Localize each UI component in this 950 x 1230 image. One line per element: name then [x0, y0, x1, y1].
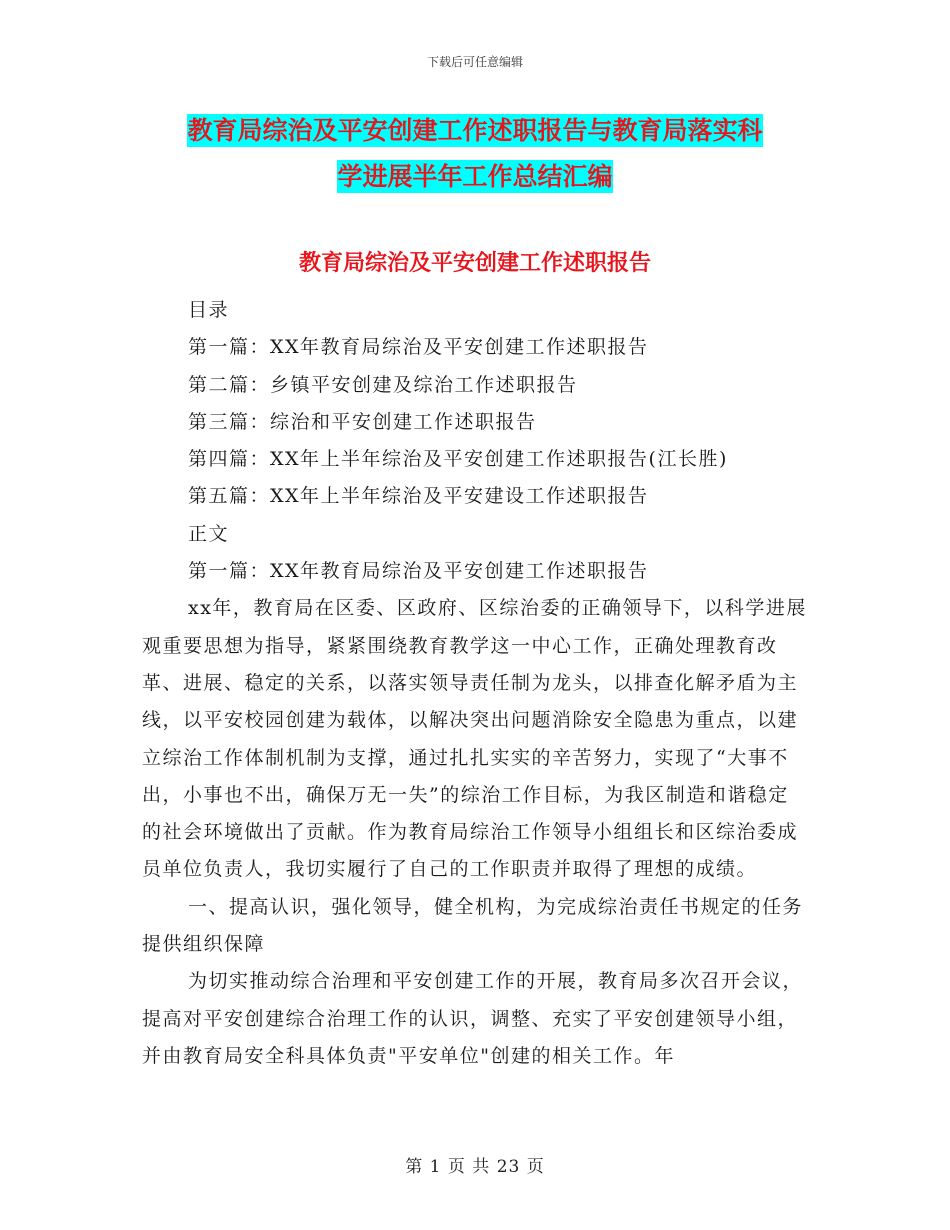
document-title	[0, 108, 950, 200]
toc-item-2: 第二篇：乡镇平安创建及综治工作述职报告	[188, 373, 578, 396]
section-title: 教育局综治及平安创建工作述职报告	[298, 250, 651, 276]
title-line-2: 学进展半年工作总结汇编	[337, 162, 613, 191]
body-heading: 正文	[188, 522, 230, 545]
section-heading-1: 一、提高认识，强化领导，健全机构，为完成综治责任书规定的任务提供组织保障	[142, 895, 804, 956]
toc-heading: 目录	[188, 299, 230, 321]
title-line-1: 教育局综治及平安创建工作述职报告与教育局落实科	[187, 116, 763, 145]
page-footer: 第 1 页 共 23 页	[405, 1157, 545, 1177]
body-paragraph: xx年，教育局在区委、区政府、区综治委的正确领导下，以科学进展观重要思想为指导，紧紧围绕教育教学这一中心工作，正确处理教育改革、进展、稳定的关系，以落实领导责任制为龙头，以排查化解矛盾为主线，以平安校园创建为载体，以解决突出问题消除安全隐患为重点，以建立综治工作体制机制为支撑，通过扎扎实实的辛苦努力，实现了“大事不出，小事也不出，确保万无一失”的综治工作目标，为我区制造和谐稳定的社会环境做出了贡献。作为教育局综治工作领导小组组长和区综治委成员单位负责人，我切实履行了自己的工作职责并取得了理想的成绩。	[142, 597, 807, 881]
toc-item-1: 第一篇：XX年教育局综治及平安创建工作述职报告	[188, 336, 649, 359]
body-paragraph: 为切实推动综合治理和平安创建工作的开展，教育局多次召开会议，提高对平安创建综合治理工作的认识，调整、充实了平安创建领导小组，并由教育局安全科具体负责"平安单位"创建的相关工作。年	[142, 970, 804, 1067]
toc-item-3: 第三篇：综治和平安创建工作述职报告	[188, 410, 537, 433]
article-title: 第一篇：XX年教育局综治及平安创建工作述职报告	[188, 560, 649, 583]
toc-item-5: 第五篇：XX年上半年综治及平安建设工作述职报告	[188, 485, 649, 508]
toc-item-4: 第四篇：XX年上半年综治及平安创建工作述职报告(江长胜)	[188, 448, 728, 471]
document-body	[142, 292, 807, 1075]
header-note: 下载后可任意编辑	[426, 55, 523, 69]
